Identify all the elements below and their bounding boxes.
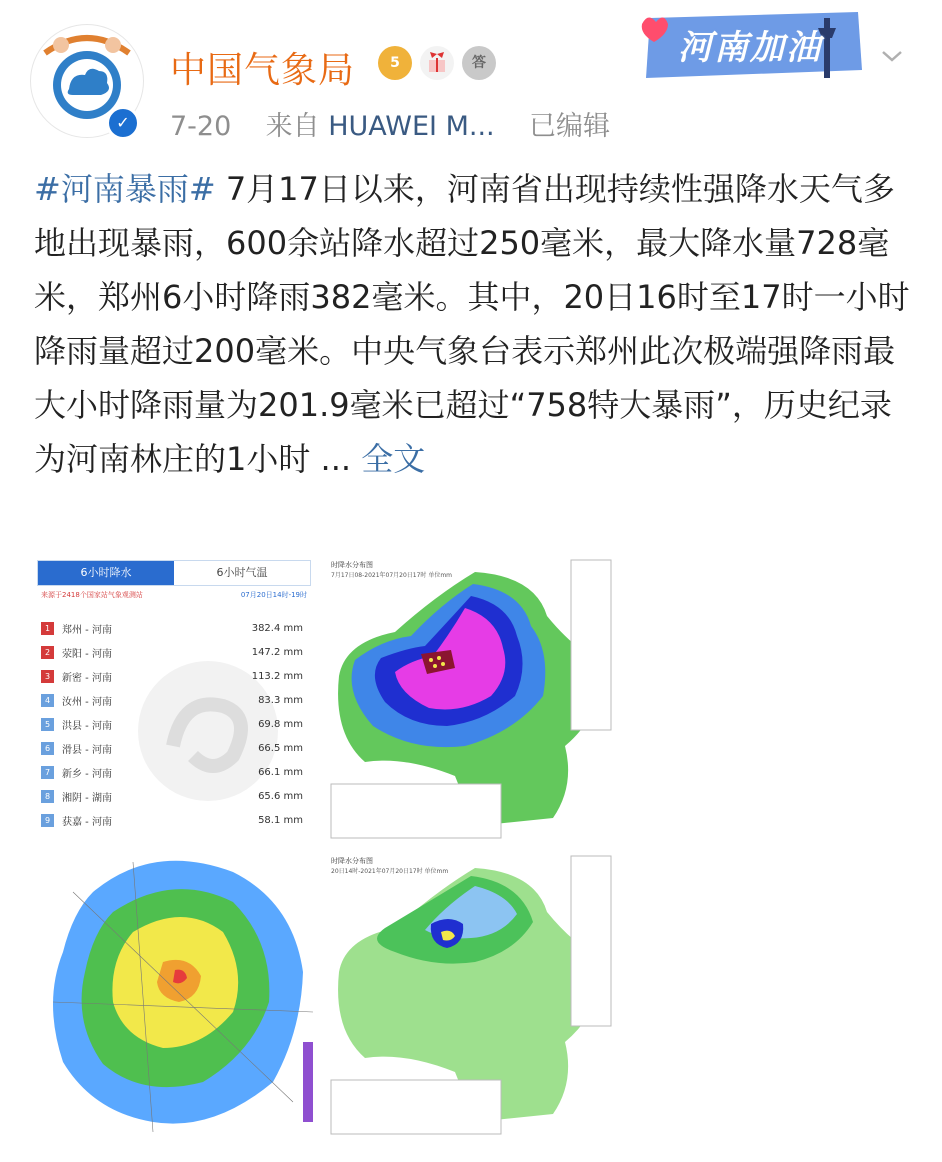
rank-city: 获嘉 - 河南 — [62, 816, 112, 828]
rank-value: 66.5 mm — [258, 742, 303, 754]
rank-value: 66.1 mm — [258, 766, 303, 778]
gift-badge-icon[interactable] — [420, 46, 454, 80]
tab-6h-temp: 6小时气温 — [174, 561, 310, 585]
edited-label[interactable]: 已编辑 — [529, 111, 610, 142]
rank-value: 65.6 mm — [258, 790, 303, 802]
rank-number: 8 — [41, 790, 54, 803]
rank-row — [41, 738, 303, 758]
rank-number: 9 — [41, 814, 54, 827]
rank-number: 1 — [41, 622, 54, 635]
rank-number: 6 — [41, 742, 54, 755]
map-title-top: 时降水分布图 — [331, 561, 373, 569]
rank-source-note: 来源于2418个国家站气象观测站 — [41, 591, 143, 599]
rank-city: 滑县 - 河南 — [62, 744, 112, 756]
rank-city: 新密 - 河南 — [62, 672, 112, 684]
rank-value: 69.8 mm — [258, 718, 303, 730]
rank-value: 83.3 mm — [258, 694, 303, 706]
rank-number: 4 — [41, 694, 54, 707]
rank-value: 58.1 mm — [258, 814, 303, 826]
rank-row — [41, 762, 303, 782]
rank-row — [41, 642, 303, 662]
device-link[interactable]: HUAWEI M... — [328, 111, 495, 142]
read-more-link[interactable]: 全文 — [361, 440, 426, 478]
rank-value: 147.2 mm — [251, 646, 303, 658]
verified-badge-icon: ✓ — [106, 106, 140, 140]
source-prefix: 来自 — [265, 111, 320, 142]
medal-badge-icon[interactable]: 答 — [462, 46, 496, 80]
crown-badge-icon[interactable]: 5 — [378, 46, 412, 80]
daily-rain-map-image[interactable] — [325, 852, 615, 1139]
rank-value: 382.4 mm — [251, 622, 303, 634]
radar-echo-map — [33, 852, 317, 1139]
radar-map-image[interactable] — [33, 852, 317, 1139]
rank-number: 5 — [41, 718, 54, 731]
rank-number: 2 — [41, 646, 54, 659]
rank-city: 荥阳 - 河南 — [62, 648, 112, 660]
rank-city: 湘阴 - 湖南 — [62, 792, 112, 804]
rank-row — [41, 618, 303, 638]
map-sub-bottom: 20日14时-2021年07月20日17时 单位mm — [331, 868, 449, 875]
rank-row — [41, 786, 303, 806]
rank-time-range: 07月20日14时-19时 — [240, 591, 307, 599]
post-date: 7-20 — [170, 111, 232, 142]
post-body: 7月17日以来，河南省出现持续性强降水天气多地出现暴雨，600余站降水超过250毫米，最大降水量728毫米，郑州6小时降雨382毫米。其中，20日16时至17时一小时降雨量超过200毫米。中央气象台表示郑州此次极端强降雨最大小时降雨量为201.9毫米已超过“758特大暴雨”，历史纪录为河南林庄的1小时 ... — [34, 170, 910, 478]
rank-city: 新乡 - 河南 — [62, 768, 112, 780]
cumulative-rain-map-image[interactable] — [325, 556, 615, 843]
rank-row — [41, 666, 303, 686]
tab-6h-rain: 6小时降水 — [38, 561, 174, 585]
henan-rain-map-top — [325, 556, 615, 843]
rank-row — [41, 714, 303, 734]
post-text — [34, 162, 914, 486]
rank-city: 郑州 - 河南 — [62, 624, 112, 636]
map-sub-top: 7月17日08-2021年07月20日17时 单位mm — [331, 572, 453, 579]
badge-row — [378, 46, 496, 80]
rank-city: 洪县 - 河南 — [62, 720, 112, 732]
rank-tabs — [37, 560, 311, 586]
rank-value: 113.2 mm — [251, 670, 303, 682]
map-title-bottom: 时降水分布图 — [331, 857, 373, 865]
henan-rain-map-bottom — [325, 852, 615, 1139]
username[interactable]: 中国气象局 — [170, 50, 356, 91]
banner-text: 河南加油 — [678, 28, 822, 68]
topic-tag[interactable]: #河南暴雨# — [34, 170, 216, 208]
rainfall-rank-image[interactable] — [33, 556, 317, 843]
rank-number: 3 — [41, 670, 54, 683]
rank-number: 7 — [41, 766, 54, 779]
rank-city: 汝州 - 河南 — [62, 696, 112, 708]
rank-row — [41, 690, 303, 710]
rank-row — [41, 810, 303, 830]
chevron-down-icon[interactable] — [880, 44, 904, 68]
post-meta — [170, 104, 610, 143]
